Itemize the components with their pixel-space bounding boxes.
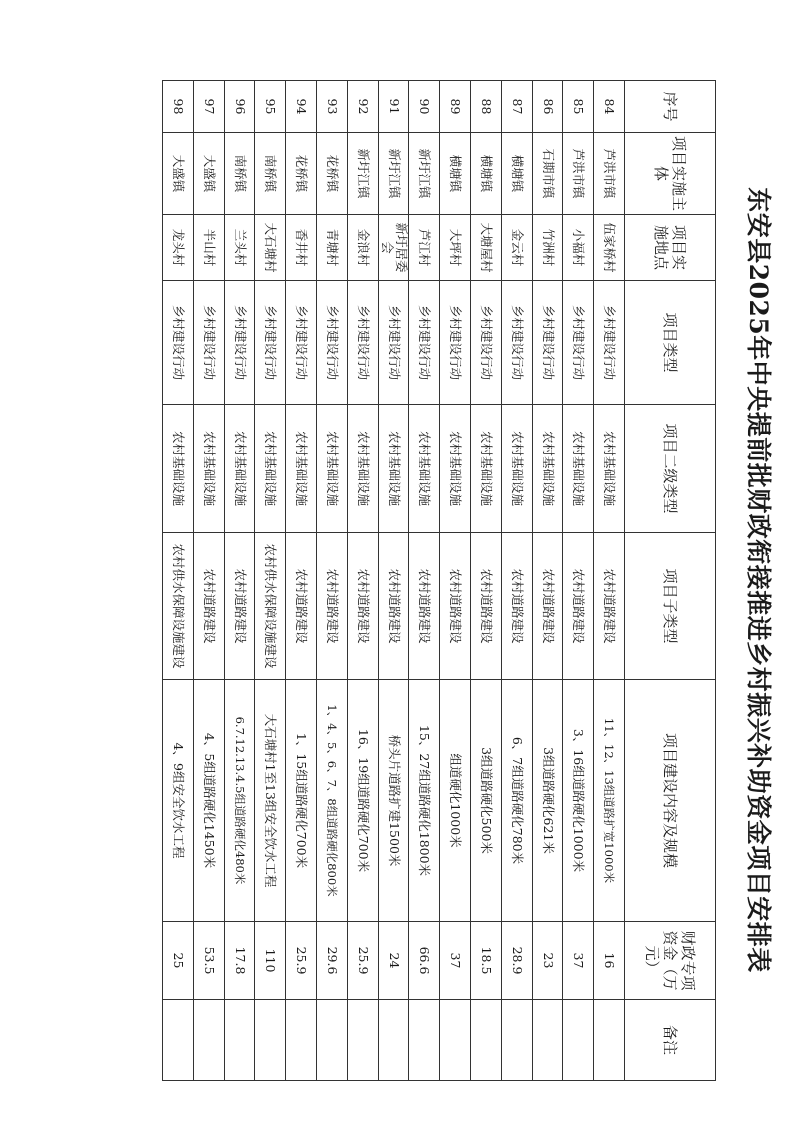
cell-level2: 农村基础设施 [224, 405, 255, 533]
cell-entity: 横塘镇 [471, 133, 502, 215]
cell-location: 半山村 [193, 215, 224, 281]
cell-level2: 农村基础设施 [378, 405, 409, 533]
cell-content: 3组道路硬化621米 [532, 680, 563, 922]
table-row [532, 81, 563, 1081]
cell-level2: 农村基础设施 [501, 405, 532, 533]
cell-content: 组道硬化1000米 [440, 680, 471, 922]
cell-note [286, 1000, 317, 1081]
cell-note [532, 1000, 563, 1081]
cell-content: 大石塘村1至13组安全饮水工程 [255, 680, 286, 922]
cell-content: 6、7组道路硬化780米 [501, 680, 532, 922]
cell-type: 乡村建设行动 [286, 281, 317, 405]
table-row [594, 81, 625, 1081]
cell-subtype: 农村供水保障设施建设 [255, 533, 286, 680]
cell-entity: 花桥镇 [286, 133, 317, 215]
header-no: 序号 [625, 81, 716, 133]
cell-entity: 新圩江镇 [378, 133, 409, 215]
table-row [224, 81, 255, 1081]
table-body [163, 81, 625, 1081]
cell-type: 乡村建设行动 [317, 281, 348, 405]
cell-location: 青塘村 [317, 215, 348, 281]
cell-content: 4、5组道路硬化1450米 [193, 680, 224, 922]
cell-level2: 农村基础设施 [594, 405, 625, 533]
cell-level2: 农村基础设施 [286, 405, 317, 533]
table-header-row [625, 81, 716, 1081]
header-note: 备注 [625, 1000, 716, 1081]
cell-location: 兰头村 [224, 215, 255, 281]
table-row [317, 81, 348, 1081]
cell-note [440, 1000, 471, 1081]
table-row [378, 81, 409, 1081]
cell-content: 桥头片道路扩建1500米 [378, 680, 409, 922]
table-row [440, 81, 471, 1081]
cell-no: 98 [163, 81, 194, 133]
cell-no: 85 [563, 81, 594, 133]
cell-subtype: 农村道路建设 [347, 533, 378, 680]
cell-no: 96 [224, 81, 255, 133]
cell-type: 乡村建设行动 [532, 281, 563, 405]
table-row [563, 81, 594, 1081]
project-table [162, 80, 716, 1081]
header-level2: 项目二级类型 [625, 405, 716, 533]
cell-level2: 农村基础设施 [440, 405, 471, 533]
cell-no: 90 [409, 81, 440, 133]
cell-type: 乡村建设行动 [193, 281, 224, 405]
cell-funds: 53.5 [193, 922, 224, 1000]
cell-subtype: 农村道路建设 [563, 533, 594, 680]
cell-funds: 16 [594, 922, 625, 1000]
cell-no: 93 [317, 81, 348, 133]
header-content: 项目建设内容及规模 [625, 680, 716, 922]
cell-no: 88 [471, 81, 502, 133]
cell-content: 4、9组安全饮水工程 [163, 680, 194, 922]
cell-level2: 农村基础设施 [563, 405, 594, 533]
cell-subtype: 农村道路建设 [409, 533, 440, 680]
cell-subtype: 农村道路建设 [224, 533, 255, 680]
cell-level2: 农村基础设施 [317, 405, 348, 533]
cell-content: 6.7.12.13.4.5组道路硬化480米 [224, 680, 255, 922]
cell-entity: 石期市镇 [532, 133, 563, 215]
table-row [193, 81, 224, 1081]
cell-level2: 农村基础设施 [471, 405, 502, 533]
cell-entity: 大盛镇 [193, 133, 224, 215]
rotated-page [100, 80, 780, 1080]
table-row [471, 81, 502, 1081]
cell-entity: 南桥镇 [224, 133, 255, 215]
cell-subtype: 农村道路建设 [501, 533, 532, 680]
cell-note [163, 1000, 194, 1081]
cell-type: 乡村建设行动 [471, 281, 502, 405]
cell-level2: 农村基础设施 [163, 405, 194, 533]
cell-note [378, 1000, 409, 1081]
cell-entity: 横塘镇 [501, 133, 532, 215]
cell-subtype: 农村道路建设 [594, 533, 625, 680]
cell-content: 11、12、13组道路扩宽1000米 [594, 680, 625, 922]
header-funds: 财政专项资金（万元） [625, 922, 716, 1000]
cell-entity: 花桥镇 [317, 133, 348, 215]
header-type: 项目类型 [625, 281, 716, 405]
table-row [409, 81, 440, 1081]
cell-content: 3组道路硬化500米 [471, 680, 502, 922]
cell-subtype: 农村道路建设 [193, 533, 224, 680]
cell-location: 大坪村 [440, 215, 471, 281]
cell-funds: 25.9 [347, 922, 378, 1000]
cell-location: 金云村 [501, 215, 532, 281]
cell-location: 竹洲村 [532, 215, 563, 281]
cell-type: 乡村建设行动 [409, 281, 440, 405]
cell-note [501, 1000, 532, 1081]
header-location: 项目实施地点 [625, 215, 716, 281]
cell-level2: 农村基础设施 [409, 405, 440, 533]
cell-entity: 横塘镇 [440, 133, 471, 215]
cell-entity: 芦洪市镇 [594, 133, 625, 215]
cell-type: 乡村建设行动 [347, 281, 378, 405]
cell-location: 芦江村 [409, 215, 440, 281]
cell-funds: 25 [163, 922, 194, 1000]
cell-type: 乡村建设行动 [378, 281, 409, 405]
cell-note [563, 1000, 594, 1081]
cell-location: 龙头村 [163, 215, 194, 281]
page-title: 东安县2025年中央提前批财政衔接推进乡村振兴补助资金项目安排表 [744, 187, 773, 973]
cell-note [193, 1000, 224, 1081]
cell-subtype: 农村道路建设 [471, 533, 502, 680]
cell-type: 乡村建设行动 [255, 281, 286, 405]
cell-funds: 25.9 [286, 922, 317, 1000]
cell-no: 94 [286, 81, 317, 133]
cell-no: 91 [378, 81, 409, 133]
cell-type: 乡村建设行动 [440, 281, 471, 405]
cell-content: 16、19组道路硬化700米 [347, 680, 378, 922]
cell-subtype: 农村道路建设 [378, 533, 409, 680]
cell-subtype: 农村道路建设 [440, 533, 471, 680]
cell-content: 15、27组道路硬化1800米 [409, 680, 440, 922]
table-row [163, 81, 194, 1081]
cell-level2: 农村基础设施 [347, 405, 378, 533]
cell-subtype: 农村供水保障设施建设 [163, 533, 194, 680]
cell-location: 香井村 [286, 215, 317, 281]
cell-funds: 28.9 [501, 922, 532, 1000]
cell-entity: 南桥镇 [255, 133, 286, 215]
cell-funds: 37 [440, 922, 471, 1000]
cell-funds: 110 [255, 922, 286, 1000]
cell-level2: 农村基础设施 [532, 405, 563, 533]
cell-location: 大塘屋村 [471, 215, 502, 281]
table-row [286, 81, 317, 1081]
cell-location: 小福村 [563, 215, 594, 281]
cell-funds: 37 [563, 922, 594, 1000]
cell-entity: 大盛镇 [163, 133, 194, 215]
cell-note [471, 1000, 502, 1081]
cell-subtype: 农村道路建设 [317, 533, 348, 680]
cell-note [347, 1000, 378, 1081]
cell-entity: 新圩江镇 [409, 133, 440, 215]
cell-note [594, 1000, 625, 1081]
cell-no: 97 [193, 81, 224, 133]
cell-level2: 农村基础设施 [255, 405, 286, 533]
cell-no: 95 [255, 81, 286, 133]
cell-no: 92 [347, 81, 378, 133]
cell-note [224, 1000, 255, 1081]
table-row [501, 81, 532, 1081]
cell-type: 乡村建设行动 [224, 281, 255, 405]
cell-note [255, 1000, 286, 1081]
cell-type: 乡村建设行动 [594, 281, 625, 405]
cell-no: 86 [532, 81, 563, 133]
cell-type: 乡村建设行动 [563, 281, 594, 405]
cell-no: 84 [594, 81, 625, 133]
cell-location: 新圩居委会 [378, 215, 409, 281]
cell-no: 87 [501, 81, 532, 133]
cell-content: 1、15组道路硬化700米 [286, 680, 317, 922]
header-entity: 项目实施主体 [625, 133, 716, 215]
table-row [347, 81, 378, 1081]
cell-location: 金浪村 [347, 215, 378, 281]
cell-note [409, 1000, 440, 1081]
cell-funds: 24 [378, 922, 409, 1000]
cell-subtype: 农村道路建设 [532, 533, 563, 680]
cell-content: 3、16组道路硬化1000米 [563, 680, 594, 922]
cell-level2: 农村基础设施 [193, 405, 224, 533]
cell-entity: 芦洪市镇 [563, 133, 594, 215]
cell-funds: 17.8 [224, 922, 255, 1000]
header-subtype: 项目子类型 [625, 533, 716, 680]
cell-funds: 23 [532, 922, 563, 1000]
cell-funds: 18.5 [471, 922, 502, 1000]
cell-funds: 66.6 [409, 922, 440, 1000]
cell-subtype: 农村道路建设 [286, 533, 317, 680]
cell-type: 乡村建设行动 [501, 281, 532, 405]
cell-location: 伍家桥村 [594, 215, 625, 281]
cell-no: 89 [440, 81, 471, 133]
cell-funds: 29.6 [317, 922, 348, 1000]
cell-entity: 新圩江镇 [347, 133, 378, 215]
cell-note [317, 1000, 348, 1081]
cell-location: 大石塘村 [255, 215, 286, 281]
cell-type: 乡村建设行动 [163, 281, 194, 405]
cell-content: 1、4、5、6、7、8组道路硬化800米 [317, 680, 348, 922]
table-row [255, 81, 286, 1081]
